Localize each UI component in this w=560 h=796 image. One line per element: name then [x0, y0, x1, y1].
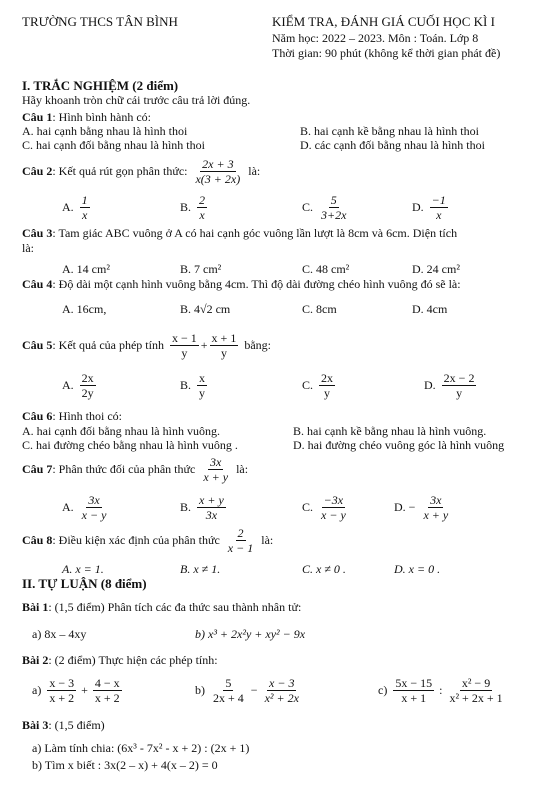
option-label: C.	[302, 200, 314, 214]
numerator: x + 1	[211, 331, 237, 345]
denominator: x − 1	[227, 541, 254, 555]
denominator: x + y	[203, 470, 229, 484]
numerator: x² − 9	[461, 676, 491, 690]
numerator: x − 3	[269, 676, 295, 690]
denominator: x	[199, 208, 205, 222]
numerator: 2x	[81, 371, 94, 385]
question-suffix: là:	[248, 164, 261, 178]
part2-heading: II. TỰ LUẬN (8 điểm)	[22, 576, 147, 591]
option-label: B.	[180, 378, 192, 392]
question-text: : Hình bình hành có:	[52, 110, 151, 124]
q4-option-a[interactable]: A. 16cm,	[62, 302, 107, 316]
b3-part-b: b) Tìm x biết : 3x(2 – x) + 4(x – 2) = 0	[32, 758, 218, 772]
denominator: y	[220, 346, 227, 360]
numerator: x − 3	[49, 676, 75, 690]
school-name: TRƯỜNG THCS TÂN BÌNH	[22, 14, 178, 29]
question-label: Câu 4	[22, 277, 53, 291]
question-label: Câu 6	[22, 409, 53, 423]
denominator: x + 2	[49, 691, 75, 705]
option-fraction	[80, 372, 96, 399]
exercise-text: : (1,5 điểm) Phân tích các đa thức sau thành nhân tử:	[48, 600, 302, 614]
operator: +	[81, 683, 88, 697]
question-suffix: là:	[261, 533, 274, 547]
question-text: : Kết quả rút gọn phân thức:	[52, 164, 188, 178]
q6-option-a[interactable]: A. hai cạnh đối bằng nhau là hình vuông.	[22, 424, 220, 438]
exam-year-line: Năm học: 2022 – 2023. Môn : Toán. Lớp 8	[272, 31, 479, 45]
option-fraction	[80, 494, 109, 521]
option-fraction	[319, 194, 348, 221]
q5-fraction-2	[210, 332, 239, 359]
exercise-text: : (2 điểm) Thực hiện các phép tính:	[48, 653, 218, 667]
part1-heading: I. TRẮC NGHIỆM (2 điểm)	[22, 78, 179, 93]
denominator: 2y	[81, 386, 94, 400]
question-3-continued: là:	[22, 241, 34, 255]
q2-option-d[interactable]	[412, 194, 450, 221]
question-text: : Độ dài một cạnh hình vuông bằng 4cm. Thì độ dài đường chéo hình vuông đó sẽ là:	[52, 277, 461, 291]
denominator: 3+2x	[321, 208, 347, 222]
numerator: 5	[225, 676, 232, 690]
b2-part-a	[32, 677, 124, 704]
option-label: B.	[180, 200, 192, 214]
q7-option-d[interactable]	[394, 494, 452, 521]
numerator: 3x	[88, 493, 100, 507]
exercise-2	[22, 653, 218, 668]
part1-instruction: Hãy khoanh tròn chữ cái trước câu trả lời đúng.	[22, 93, 251, 107]
q2-option-b[interactable]	[180, 194, 209, 221]
q3-option-d[interactable]: D. 24 cm²	[412, 262, 460, 276]
option-label: A.	[62, 378, 74, 392]
denominator: x² + 2x + 1	[449, 691, 503, 705]
numerator: x	[199, 371, 206, 385]
q1-option-c[interactable]: C. hai cạnh đối bằng nhau là hình thoi	[22, 138, 205, 152]
question-7	[22, 456, 248, 483]
question-suffix: là:	[236, 462, 249, 476]
denominator: y	[181, 346, 188, 360]
numerator: 3x	[210, 455, 222, 469]
numerator: 2x − 2	[443, 371, 475, 385]
b2-part-b	[195, 677, 303, 704]
q3-option-a[interactable]: A. 14 cm²	[62, 262, 110, 276]
numerator: 2	[237, 526, 244, 540]
q6-option-c[interactable]: C. hai đường chéo bằng nhau là hình vuông .	[22, 438, 238, 452]
question-label: Câu 8	[22, 533, 53, 547]
question-label: Câu 1	[22, 110, 53, 124]
part-label: b)	[195, 683, 205, 697]
question-2	[22, 158, 260, 185]
question-4	[22, 277, 461, 292]
q4-option-c[interactable]: C. 8cm	[302, 302, 337, 316]
q7-option-b[interactable]	[180, 494, 228, 521]
denominator: 3x	[205, 508, 218, 522]
question-1	[22, 110, 151, 125]
denominator: x + y	[423, 508, 449, 522]
plus-sign: +	[200, 338, 208, 352]
question-label: Câu 7	[22, 462, 53, 476]
question-text: : Kết quả của phép tính	[52, 338, 164, 352]
exercise-label: Bài 2	[22, 653, 49, 667]
q4-option-d[interactable]: D. 4cm	[412, 302, 448, 316]
option-label: D.	[424, 378, 436, 392]
denominator: x − y	[81, 508, 107, 522]
option-label: D.	[412, 200, 424, 214]
question-6	[22, 409, 122, 424]
q1-option-d[interactable]: D. các cạnh đối bằng nhau là hình thoi	[300, 138, 485, 152]
fraction	[47, 677, 76, 704]
q1-option-b[interactable]: B. hai cạnh kề bằng nhau là hình thoi	[300, 124, 479, 138]
numerator: 3x	[430, 493, 442, 507]
option-fraction	[319, 372, 335, 399]
numerator: x − 1	[171, 331, 197, 345]
option-label: C.	[302, 378, 314, 392]
exam-time-line: Thời gian: 90 phút (không kể thời gian phát đề)	[272, 46, 501, 60]
denominator: x(3 + 2x)	[195, 172, 241, 186]
option-label: A.	[62, 200, 74, 214]
option-fraction	[421, 494, 450, 521]
q8-option-a[interactable]: A. x = 1.	[62, 562, 104, 576]
denominator: x² + 2x	[264, 691, 299, 705]
denominator: y	[199, 386, 206, 400]
q4-option-b[interactable]: B. 4√2 cm	[180, 302, 231, 316]
numerator: −3x	[323, 493, 344, 507]
q5-option-d[interactable]	[424, 372, 478, 399]
q8-option-d[interactable]: D. x = 0 .	[394, 562, 441, 576]
q7-option-a[interactable]	[62, 494, 110, 521]
denominator: x	[82, 208, 88, 222]
question-3	[22, 226, 457, 241]
denominator: x	[436, 208, 442, 222]
option-fraction	[197, 194, 207, 221]
exercise-1	[22, 600, 301, 615]
numerator: 5	[330, 193, 337, 207]
option-fraction	[197, 494, 226, 521]
exercise-3	[22, 718, 105, 733]
b1-part-b: b) x³ + 2x²y + xy² − 9x	[195, 627, 306, 641]
fraction	[263, 677, 301, 704]
exam-title: KIỂM TRA, ĐÁNH GIÁ CUỐI HỌC KÌ I	[272, 14, 495, 29]
q1-option-a[interactable]: A. hai cạnh bằng nhau là hình thoi	[22, 124, 188, 138]
q3-option-b[interactable]: B. 7 cm²	[180, 262, 222, 276]
option-fraction	[430, 194, 448, 221]
question-text: : Phân thức đối của phân thức	[52, 462, 196, 476]
option-fraction	[80, 194, 90, 221]
numerator: 1	[81, 193, 88, 207]
question-label: Câu 5	[22, 338, 53, 352]
b3-part-a: a) Làm tính chia: (6x³ - 7x² - x + 2) : (2x + 1)	[32, 741, 250, 755]
option-fraction	[319, 494, 348, 521]
q5-fraction-1	[170, 332, 199, 359]
exercise-text: : (1,5 điểm)	[48, 718, 105, 732]
denominator: y	[324, 386, 331, 400]
b2-part-c	[378, 677, 507, 704]
b1-part-a: a) 8x – 4xy	[32, 627, 87, 641]
numerator: 5x − 15	[395, 676, 433, 690]
part-label: a)	[32, 683, 42, 697]
q3-option-c[interactable]: C. 48 cm²	[302, 262, 350, 276]
numerator: 4 − x	[94, 676, 120, 690]
numerator: 2x	[321, 371, 334, 385]
operator: :	[439, 683, 443, 697]
denominator: x + 2	[94, 691, 120, 705]
exercise-label: Bài 3	[22, 718, 49, 732]
denominator: x + 1	[401, 691, 427, 705]
q6-option-b[interactable]: B. hai cạnh kề bằng nhau là hình vuông.	[293, 424, 487, 438]
numerator: x + y	[199, 493, 224, 507]
q7-option-c[interactable]	[302, 494, 350, 521]
question-text: : Điều kiện xác định của phân thức	[52, 533, 220, 547]
q8-fraction	[226, 527, 255, 554]
q5-option-a[interactable]	[62, 372, 98, 399]
numerator: 2x + 3	[202, 157, 234, 171]
q8-option-b[interactable]: B. x ≠ 1.	[180, 562, 221, 576]
q7-fraction	[201, 456, 230, 483]
q2-fraction	[193, 158, 242, 185]
numerator: −1	[431, 193, 446, 207]
denominator: x − y	[321, 508, 346, 522]
operator: −	[250, 683, 258, 697]
q5-option-c[interactable]	[302, 372, 337, 399]
option-fraction	[442, 372, 477, 399]
q6-option-d[interactable]: D. hai đường chéo vuông góc là hình vuông	[293, 438, 505, 452]
question-label: Câu 3	[22, 226, 53, 240]
exercise-label: Bài 1	[22, 600, 49, 614]
question-suffix: bằng:	[244, 338, 271, 352]
fraction	[447, 677, 504, 704]
question-8	[22, 527, 273, 554]
question-text: : Tam giác ABC vuông ở A có hai cạnh góc vuông lần lượt là 8cm và 6cm. Diện tích	[52, 226, 458, 240]
fraction	[93, 677, 122, 704]
numerator: 2	[199, 193, 206, 207]
part-label: c)	[378, 683, 388, 697]
option-label: B.	[180, 500, 192, 514]
denominator: y	[456, 386, 463, 400]
option-label: A.	[62, 500, 74, 514]
q2-option-a[interactable]	[62, 194, 92, 221]
q5-option-b[interactable]	[180, 372, 209, 399]
option-label: D. −	[394, 500, 416, 514]
option-fraction	[197, 372, 207, 399]
q8-option-c[interactable]: C. x ≠ 0 .	[302, 562, 346, 576]
question-text: : Hình thoi có:	[52, 409, 123, 423]
fraction	[211, 677, 246, 704]
fraction	[393, 677, 434, 704]
question-label: Câu 2	[22, 164, 53, 178]
option-label: C.	[302, 500, 314, 514]
denominator: 2x + 4	[213, 691, 244, 705]
q2-option-c[interactable]	[302, 194, 350, 221]
question-5	[22, 332, 271, 359]
